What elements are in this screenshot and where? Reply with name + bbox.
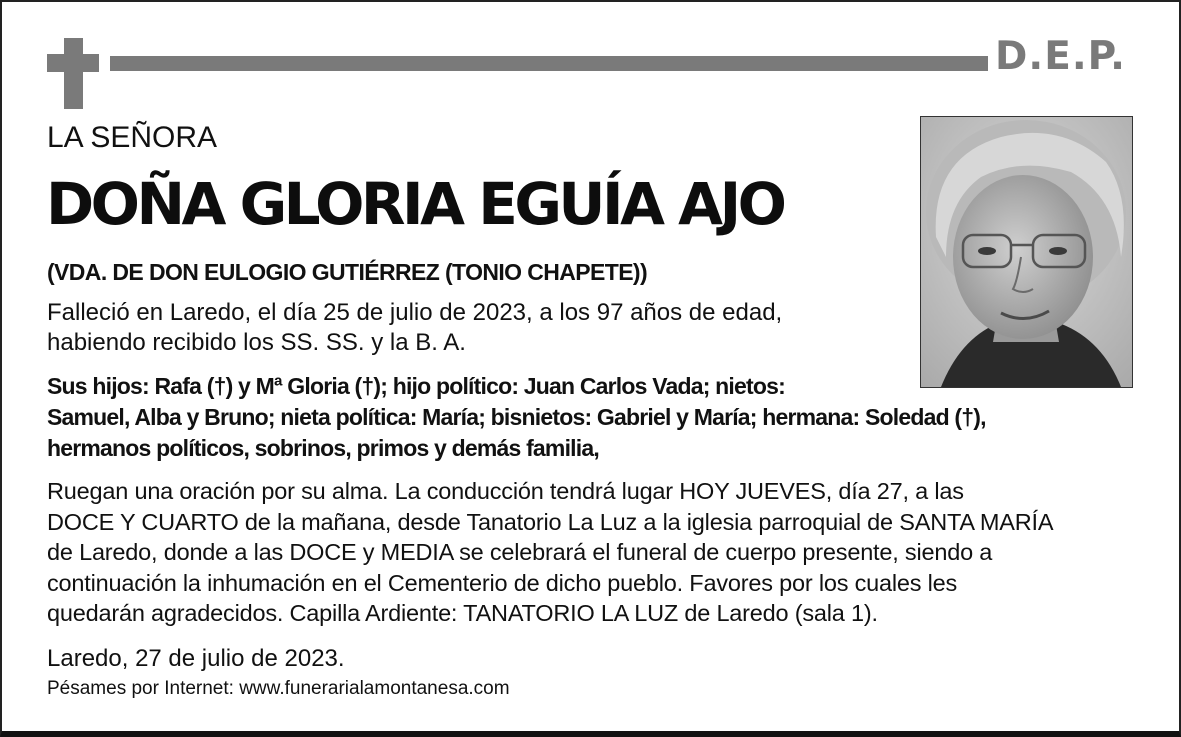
deceased-name: DOÑA GLORIA EGUÍA AJO xyxy=(46,170,784,238)
funeral-details xyxy=(47,476,1167,629)
death-line: habiendo recibido los SS. SS. y la B. A. xyxy=(47,329,466,356)
header-rule xyxy=(110,56,988,71)
death-details xyxy=(47,298,907,358)
family-line: Samuel, Alba y Bruno; nieta política: María; bisnietos: Gabriel y María; hermana: Soledad (†), xyxy=(47,404,986,430)
death-line: Falleció en Laredo, el día 25 de julio de 2023, a los 97 años de edad, xyxy=(47,299,783,326)
dep-badge: D.E.P. xyxy=(995,34,1126,79)
latin-cross-icon-bar xyxy=(47,54,99,72)
family-line: hermanos políticos, sobrinos, primos y demás familia, xyxy=(47,435,599,461)
funeral-line: DOCE Y CUARTO de la mañana, desde Tanatorio La Luz a la iglesia parroquial de SANTA MARÍA xyxy=(47,508,1054,535)
latin-cross-icon xyxy=(64,38,83,109)
portrait-photo xyxy=(920,116,1133,388)
family-line: Sus hijos: Rafa (†) y Mª Gloria (†); hijo político: Juan Carlos Vada; nietos: xyxy=(47,373,785,399)
widow-of: (VDA. DE DON EULOGIO GUTIÉRREZ (TONIO CHAPETE)) xyxy=(47,259,648,285)
internet-line: Pésames por Internet: www.funerarialamontanesa.com xyxy=(47,678,510,699)
title-prefix: LA SEÑORA xyxy=(47,121,218,154)
funeral-line: Ruegan una oración por su alma. La conducción tendrá lugar HOY JUEVES, día 27, a las xyxy=(47,478,964,504)
funeral-line: de Laredo, donde a las DOCE y MEDIA se celebrará el funeral de cuerpo presente, siendo a xyxy=(47,539,993,565)
funeral-line: continuación la inhumación en el Cementerio de dicho pueblo. Favores por los cuales les xyxy=(47,569,958,596)
date-line: Laredo, 27 de julio de 2023. xyxy=(47,645,345,672)
funeral-line: quedarán agradecidos. Capilla Ardiente: TANATORIO LA LUZ de Laredo (sala 1). xyxy=(47,600,878,626)
